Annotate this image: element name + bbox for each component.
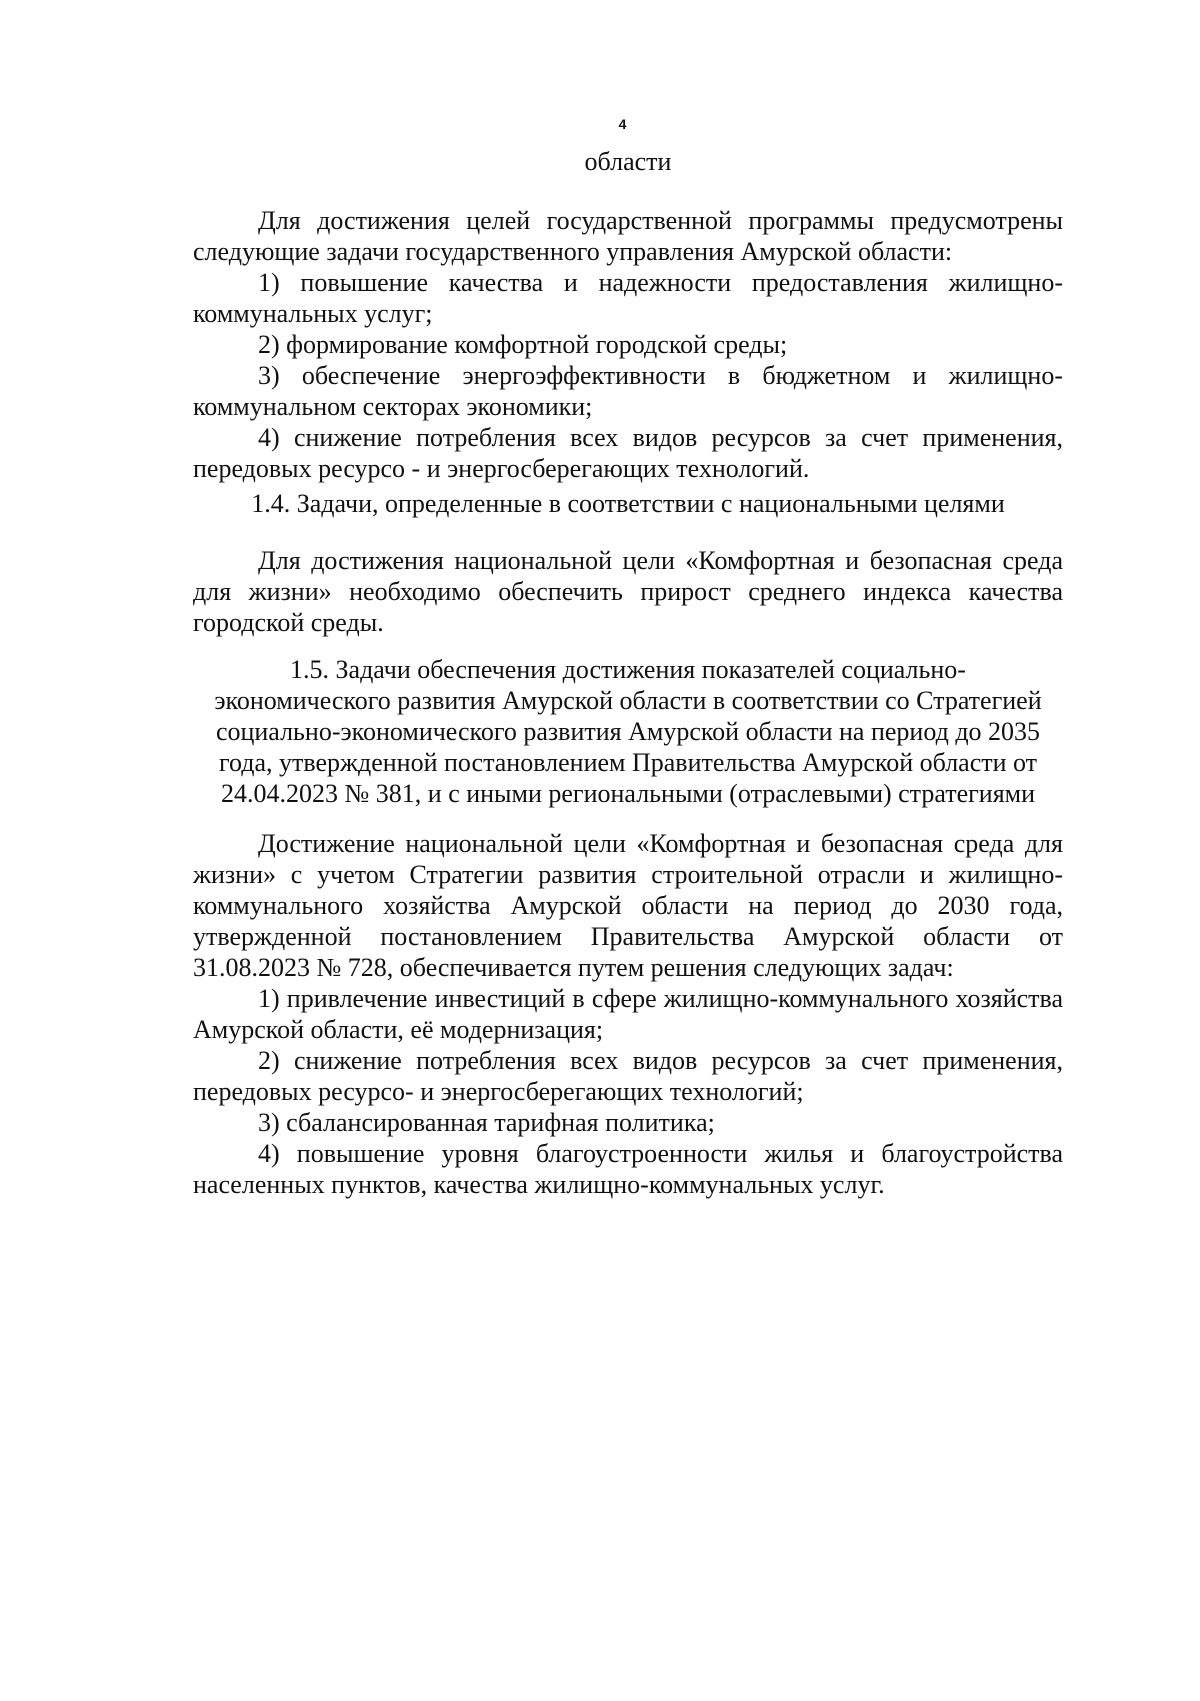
heading-line: 24.04.2023 № 381, и с иными региональными (отраслевыми) стратегиями [220, 779, 1036, 808]
page-number: 4 [618, 116, 627, 132]
section-1-5-item: 2) снижение потребления всех видов ресурсов за счет применения, передовых ресурсо- и энергосберегающих технологий; [193, 1046, 1063, 1106]
heading-line: экономического развития Амурской области в соответствии со Стратегией [214, 686, 1042, 715]
section-1-5-item: 1) привлечение инвестиций в сфере жилищно-коммунального хозяйства Амурской области, её модернизация; [193, 984, 1063, 1044]
gov-task-item: 3) обеспечение энергоэффективности в бюджетном и жилищно-коммунальном секторах экономики; [193, 361, 1063, 421]
gov-task-item: 2) формирование комфортной городской среды; [258, 330, 788, 359]
heading-line: 1.5. Задачи обеспечения достижения показателей социально- [290, 655, 966, 684]
gov-task-item: 1) повышение качества и надежности предоставления жилищно-коммунальных услуг; [193, 268, 1063, 328]
section-1-5-item: 3) сбалансированная тарифная политика; [258, 1108, 715, 1137]
continuation-word: области [584, 147, 672, 176]
section-1-4-body [193, 545, 1063, 638]
section-1-5-item: 4) повышение уровня благоустроенности жилья и благоустройства населенных пунктов, качества жилищно-коммунальных услуг. [193, 1139, 1063, 1199]
section-1-5-intro: Достижение национальной цели «Комфортная и безопасная среда для жизни» с учетом Стратегии развития строительной отрасли и жилищно-коммунального хозяйства Амурской области на период до 2030 года, утвержденной постановлением Правительства Амурской области от 31.08.2023 № 728, обеспечивается путем решения следующих задач: [193, 829, 1063, 982]
gov-tasks-intro: Для достижения целей государственной программы предусмотрены следующие задачи государственного управления Амурской области: [193, 206, 1063, 266]
section-1-5-body [193, 828, 1063, 1200]
gov-task-item: 4) снижение потребления всех видов ресурсов за счет применения, передовых ресурсо - и энергосберегающих технологий. [193, 423, 1063, 483]
heading-line: года, утвержденной постановлением Правительства Амурской области от [218, 748, 1038, 777]
section-gov-tasks [193, 205, 1063, 484]
section-1-5-heading [193, 654, 1063, 809]
heading-line: социально-экономического развития Амурской области на период до 2035 [215, 717, 1041, 746]
section-1-4-text: Для достижения национальной цели «Комфортная и безопасная среда для жизни» необходимо обеспечить прирост среднего индекса качества городской среды. [193, 546, 1063, 637]
section-1-4-heading: 1.4. Задачи, определенные в соответствии с национальными целями [251, 489, 1005, 518]
